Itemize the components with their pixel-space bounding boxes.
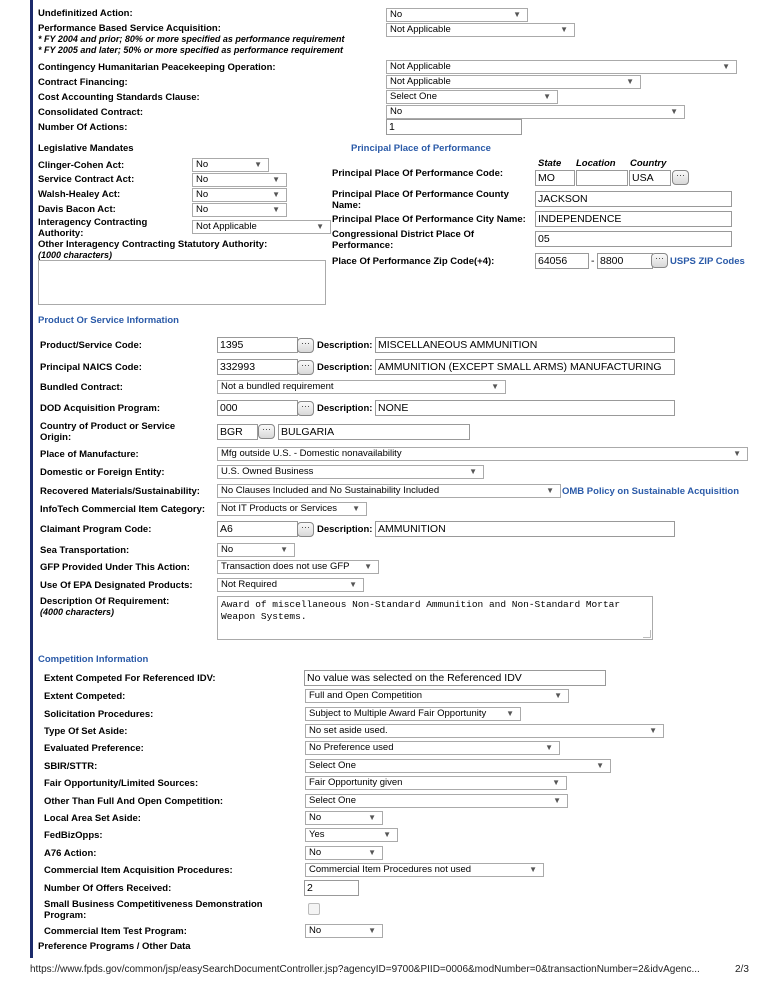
extent-idv-label: Extent Competed For Referenced IDV: — [44, 673, 216, 684]
fedbizopps-select[interactable]: Yes ▼ — [305, 828, 398, 842]
resize-grip-icon[interactable] — [643, 630, 651, 638]
dropdown-arrow-icon: ▼ — [649, 726, 657, 735]
pop-location-input[interactable] — [576, 170, 628, 186]
pop-lookup-button[interactable]: ··· — [672, 170, 689, 185]
bundled-contract-select[interactable]: Not a bundled requirement ▼ — [217, 380, 506, 394]
epa-label: Use Of EPA Designated Products: — [40, 580, 193, 591]
origin-country-code-input[interactable]: BGR — [217, 424, 258, 440]
dropdown-arrow-icon: ▼ — [529, 865, 537, 874]
undefinitized-action-label: Undefinitized Action: — [38, 8, 133, 19]
undefinitized-action-select[interactable]: No ▼ — [386, 8, 528, 22]
pop-county-label: Principal Place Of Performance County Name: — [332, 189, 509, 211]
entity-select[interactable]: U.S. Owned Business ▼ — [217, 465, 484, 479]
dod-program-description-label: Description: — [317, 403, 373, 414]
entity-label: Domestic or Foreign Entity: — [40, 467, 165, 478]
dropdown-arrow-icon: ▼ — [545, 743, 553, 752]
dropdown-arrow-icon: ▼ — [553, 796, 561, 805]
test-program-label: Commercial Item Test Program: — [44, 926, 187, 937]
service-contract-select[interactable]: No ▼ — [192, 173, 287, 187]
cas-clause-label: Cost Accounting Standards Clause: — [38, 92, 200, 103]
extent-idv-input[interactable]: No value was selected on the Referenced IDV — [304, 670, 606, 686]
dropdown-arrow-icon: ▼ — [491, 382, 499, 391]
origin-country-lookup-button[interactable]: ··· — [258, 424, 275, 439]
dod-program-lookup-button[interactable]: ··· — [297, 401, 314, 416]
pbsa-note-2: * FY 2005 and later; 50% or more specified as performance requirement — [38, 45, 343, 55]
location-header: Location — [576, 158, 616, 169]
cas-clause-select[interactable]: Select One ▼ — [386, 90, 558, 104]
other-statutory-note: (1000 characters) — [38, 250, 113, 260]
set-aside-label: Type Of Set Aside: — [44, 726, 128, 737]
dropdown-arrow-icon: ▼ — [543, 92, 551, 101]
dropdown-arrow-icon: ▼ — [368, 848, 376, 857]
clinger-cohen-select[interactable]: No ▼ — [192, 158, 269, 172]
pop-zip4-input[interactable]: 8800 — [597, 253, 653, 269]
dropdown-arrow-icon: ▼ — [280, 545, 288, 554]
origin-country-name-input[interactable]: BULGARIA — [278, 424, 470, 440]
requirement-label: Description Of Requirement: — [40, 596, 170, 607]
sbir-select[interactable]: Select One ▼ — [305, 759, 611, 773]
gfp-label: GFP Provided Under This Action: — [40, 562, 190, 573]
dropdown-arrow-icon: ▼ — [733, 449, 741, 458]
dropdown-arrow-icon: ▼ — [368, 926, 376, 935]
walsh-healey-select[interactable]: No ▼ — [192, 188, 287, 202]
sbcdp-checkbox[interactable] — [308, 903, 320, 915]
bundled-contract-label: Bundled Contract: — [40, 382, 123, 393]
pop-code-label: Principal Place Of Performance Code: — [332, 168, 504, 179]
chpo-label: Contingency Humanitarian Peacekeeping Operation: — [38, 62, 276, 73]
dod-program-description-input[interactable]: NONE — [375, 400, 675, 416]
naics-description-label: Description: — [317, 362, 373, 373]
infotech-label: InfoTech Commercial Item Category: — [40, 504, 206, 515]
contract-financing-select[interactable]: Not Applicable ▼ — [386, 75, 641, 89]
solicitation-select[interactable]: Subject to Multiple Award Fair Opportunity ▼ — [305, 707, 521, 721]
place-of-manufacture-label: Place of Manufacture: — [40, 449, 139, 460]
number-of-actions-input[interactable]: 1 — [386, 119, 522, 135]
dropdown-arrow-icon: ▼ — [560, 25, 568, 34]
davis-bacon-label: Davis Bacon Act: — [38, 204, 116, 215]
test-program-select[interactable]: No ▼ — [305, 924, 383, 938]
claimant-description-label: Description: — [317, 524, 373, 535]
dropdown-arrow-icon: ▼ — [254, 160, 262, 169]
product-service-heading: Product Or Service Information — [38, 315, 179, 326]
sbir-label: SBIR/STTR: — [44, 761, 98, 772]
pop-district-label: Congressional District Place Of Performance: — [332, 229, 475, 251]
consolidated-contract-label: Consolidated Contract: — [38, 107, 144, 118]
claimant-description-input[interactable]: AMMUNITION — [375, 521, 675, 537]
infotech-select[interactable]: Not IT Products or Services ▼ — [217, 502, 367, 516]
naics-description-input[interactable]: AMMUNITION (EXCEPT SMALL ARMS) MANUFACTURING — [375, 359, 675, 375]
legislative-mandates-heading: Legislative Mandates — [38, 143, 134, 154]
pop-zip5-input[interactable]: 64056 — [535, 253, 589, 269]
naics-input[interactable]: 332993 — [217, 359, 298, 375]
offers-received-label: Number Of Offers Received: — [44, 883, 172, 894]
dropdown-arrow-icon: ▼ — [626, 77, 634, 86]
solicitation-label: Solicitation Procedures: — [44, 709, 154, 720]
a76-label: A76 Action: — [44, 848, 97, 859]
chpo-select[interactable]: Not Applicable ▼ — [386, 60, 737, 74]
origin-country-label: Country of Product or Service Origin: — [40, 421, 176, 443]
dropdown-arrow-icon: ▼ — [364, 562, 372, 571]
evaluated-preference-select[interactable]: No Preference used ▼ — [305, 741, 560, 755]
pop-city-label: Principal Place Of Performance City Name: — [332, 214, 526, 225]
offers-received-input[interactable]: 2 — [304, 880, 359, 896]
sea-transportation-select[interactable]: No ▼ — [217, 543, 295, 557]
dropdown-arrow-icon: ▼ — [513, 10, 521, 19]
claimant-program-label: Claimant Program Code: — [40, 524, 152, 535]
place-of-manufacture-select[interactable]: Mfg outside U.S. - Domestic nonavailability ▼ — [217, 447, 748, 461]
fedbizopps-label: FedBizOpps: — [44, 830, 103, 841]
usps-zip-codes-link[interactable]: USPS ZIP Codes — [670, 256, 745, 267]
psc-input[interactable]: 1395 — [217, 337, 298, 353]
recovered-materials-select[interactable]: No Clauses Included and No Sustainability Included ▼ — [217, 484, 561, 498]
country-header: Country — [630, 158, 667, 169]
naics-label: Principal NAICS Code: — [40, 362, 142, 373]
pop-city-input[interactable]: INDEPENDENCE — [535, 211, 732, 227]
evaluated-preference-label: Evaluated Preference: — [44, 743, 144, 754]
epa-select[interactable]: Not Required ▼ — [217, 578, 364, 592]
dropdown-arrow-icon: ▼ — [554, 691, 562, 700]
sbcdp-label: Small Business Competitiveness Demonstration Program: — [44, 899, 263, 921]
dod-program-input[interactable]: 000 — [217, 400, 298, 416]
dropdown-arrow-icon: ▼ — [272, 205, 280, 214]
consolidated-contract-select[interactable]: No ▼ — [386, 105, 685, 119]
psc-description-label: Description: — [317, 340, 373, 351]
pop-state-input[interactable]: MO — [535, 170, 575, 186]
dropdown-arrow-icon: ▼ — [272, 175, 280, 184]
state-header: State — [538, 158, 562, 169]
dropdown-arrow-icon: ▼ — [469, 467, 477, 476]
psc-lookup-button[interactable]: ··· — [297, 338, 314, 353]
dropdown-arrow-icon: ▼ — [368, 813, 376, 822]
dropdown-arrow-icon: ▼ — [546, 486, 554, 495]
place-of-performance-heading: Principal Place of Performance — [351, 143, 491, 154]
recovered-materials-label: Recovered Materials/Sustainability: — [40, 486, 200, 497]
extent-competed-label: Extent Competed: — [44, 691, 126, 702]
walsh-healey-label: Walsh-Healey Act: — [38, 189, 121, 200]
dropdown-arrow-icon: ▼ — [670, 107, 678, 116]
dropdown-arrow-icon: ▼ — [349, 580, 357, 589]
contract-financing-label: Contract Financing: — [38, 77, 128, 88]
psc-label: Product/Service Code: — [40, 340, 142, 351]
other-than-full-select[interactable]: Select One ▼ — [305, 794, 568, 808]
requirement-textarea[interactable]: Award of miscellaneous Non-Standard Ammunition and Non-Standard Mortar Weapon Systems. — [217, 596, 653, 640]
zip-dash: - — [591, 255, 595, 267]
dropdown-arrow-icon: ▼ — [596, 761, 604, 770]
claimant-program-input[interactable]: A6 — [217, 521, 298, 537]
commercial-procedures-select[interactable]: Commercial Item Procedures not used ▼ — [305, 863, 544, 877]
interagency-authority-label: Interagency Contracting Authority: — [38, 217, 148, 239]
extent-competed-select[interactable]: Full and Open Competition ▼ — [305, 689, 569, 703]
left-border-bar — [30, 0, 33, 958]
sea-transportation-label: Sea Transportation: — [40, 545, 130, 556]
service-contract-label: Service Contract Act: — [38, 174, 135, 185]
number-of-actions-label: Number Of Actions: — [38, 122, 128, 133]
commercial-procedures-label: Commercial Item Acquisition Procedures: — [44, 865, 233, 876]
pbsa-label: Performance Based Service Acquisition: — [38, 23, 221, 34]
other-than-full-label: Other Than Full And Open Competition: — [44, 796, 224, 807]
other-statutory-authority-label: Other Interagency Contracting Statutory Authority: — [38, 239, 268, 250]
footer-url: https://www.fpds.gov/common/jsp/easySearchDocumentController.jsp?agencyID=9700&PIID=0006&modNumber=0&transactionNumber=2&idvAgenc... — [30, 964, 700, 975]
pop-county-input[interactable]: JACKSON — [535, 191, 732, 207]
naics-lookup-button[interactable]: ··· — [297, 360, 314, 375]
interagency-authority-select[interactable]: Not Applicable ▼ — [192, 220, 331, 234]
davis-bacon-select[interactable]: No ▼ — [192, 203, 287, 217]
dropdown-arrow-icon: ▼ — [316, 222, 324, 231]
zip-lookup-button[interactable]: ··· — [651, 253, 668, 268]
dropdown-arrow-icon: ▼ — [552, 778, 560, 787]
omb-policy-link[interactable]: OMB Policy on Sustainable Acquisition — [562, 486, 740, 497]
clinger-cohen-label: Clinger-Cohen Act: — [38, 160, 125, 171]
dropdown-arrow-icon: ▼ — [352, 504, 360, 513]
competition-heading: Competition Information — [38, 654, 149, 665]
a76-select[interactable]: No ▼ — [305, 846, 383, 860]
footer-page-number: 2/3 — [735, 964, 749, 975]
pbsa-select[interactable]: Not Applicable ▼ — [386, 23, 575, 37]
dropdown-arrow-icon: ▼ — [722, 62, 730, 71]
requirement-note: (4000 characters) — [40, 607, 115, 617]
psc-description-input[interactable]: MISCELLANEOUS AMMUNITION — [375, 337, 675, 353]
dropdown-arrow-icon: ▼ — [383, 830, 391, 839]
gfp-select[interactable]: Transaction does not use GFP ▼ — [217, 560, 379, 574]
pop-country-input[interactable]: USA — [629, 170, 671, 186]
fair-opportunity-label: Fair Opportunity/Limited Sources: — [44, 778, 199, 789]
pop-district-input[interactable]: 05 — [535, 231, 732, 247]
local-area-select[interactable]: No ▼ — [305, 811, 383, 825]
local-area-label: Local Area Set Aside: — [44, 813, 141, 824]
fair-opportunity-select[interactable]: Fair Opportunity given ▼ — [305, 776, 567, 790]
pop-zip-label: Place Of Performance Zip Code(+4): — [332, 256, 495, 267]
dropdown-arrow-icon: ▼ — [272, 190, 280, 199]
dod-program-label: DOD Acquisition Program: — [40, 403, 160, 414]
claimant-program-lookup-button[interactable]: ··· — [297, 522, 314, 537]
preference-programs-heading: Preference Programs / Other Data — [38, 941, 191, 952]
pbsa-note-1: * FY 2004 and prior; 80% or more specified as performance requirement — [38, 34, 345, 44]
dropdown-arrow-icon: ▼ — [506, 709, 514, 718]
set-aside-select[interactable]: No set aside used. ▼ — [305, 724, 664, 738]
other-statutory-textarea[interactable] — [38, 260, 326, 305]
